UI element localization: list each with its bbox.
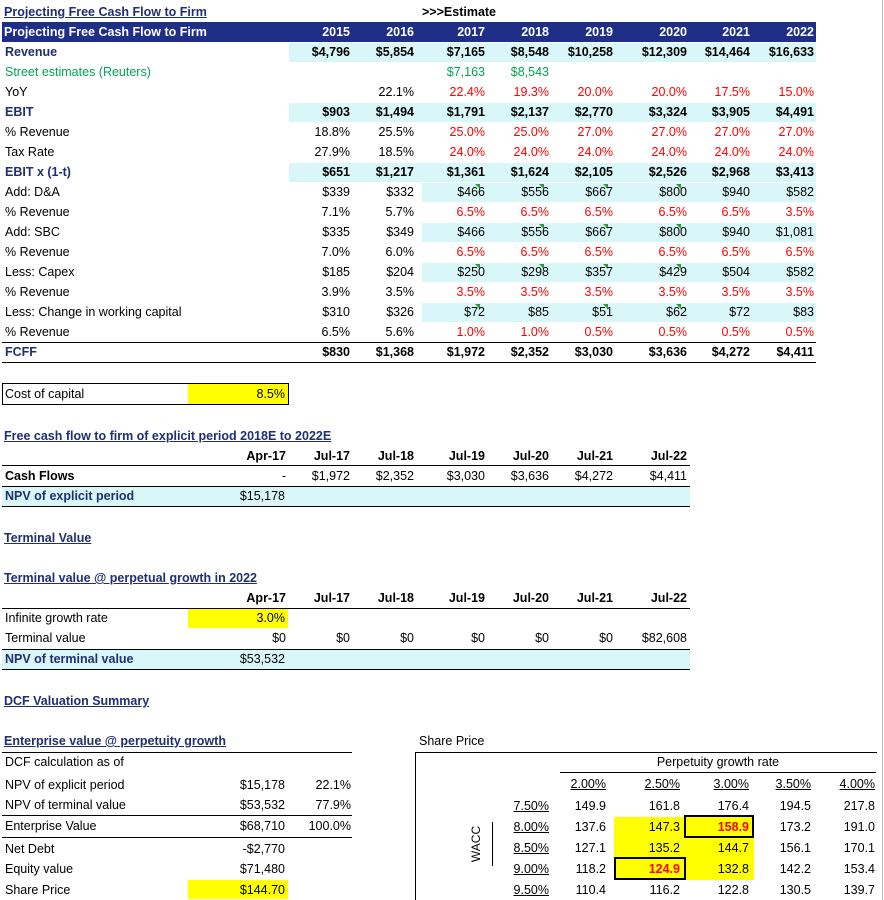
row-cell[interactable]: $8,543 bbox=[510, 65, 549, 79]
sensitivity-cell[interactable]: 173.2 bbox=[779, 820, 811, 834]
row-cell[interactable]: $204 bbox=[386, 265, 414, 279]
row-cell[interactable]: 6.0% bbox=[385, 245, 414, 259]
row-cell[interactable]: 20.0% bbox=[577, 85, 613, 99]
row-label: Street estimates (Reuters) bbox=[5, 65, 151, 79]
row-cell[interactable] bbox=[352, 63, 414, 82]
sensitivity-cell[interactable]: 110.4 bbox=[575, 883, 606, 897]
sensitivity-cell[interactable]: 118.2 bbox=[575, 862, 606, 876]
row-cell[interactable]: $582 bbox=[786, 185, 814, 199]
row-cell[interactable]: 6.5% bbox=[721, 205, 750, 219]
row-cell[interactable]: $3,905 bbox=[711, 105, 750, 119]
row-cell[interactable]: $8,548 bbox=[510, 45, 549, 59]
cash-flows-label: Cash Flows bbox=[5, 469, 75, 483]
sheet-title: Projecting Free Cash Flow to Firm bbox=[4, 5, 207, 19]
row-cell[interactable]: $800 bbox=[659, 225, 687, 239]
row-cell[interactable]: 3.5% bbox=[658, 285, 687, 299]
row-cell[interactable]: 5.6% bbox=[385, 325, 414, 339]
row-cell[interactable]: $185 bbox=[322, 265, 350, 279]
sensitivity-title: Share Price bbox=[419, 734, 485, 748]
terminal-value-cell[interactable]: $82,608 bbox=[641, 631, 687, 645]
row-cell[interactable] bbox=[288, 83, 350, 102]
row-cell[interactable]: $72 bbox=[729, 305, 750, 319]
row-cell[interactable]: $85 bbox=[528, 305, 549, 319]
row-label: Less: Capex bbox=[5, 265, 75, 279]
row-cell[interactable]: 6.5% bbox=[721, 245, 750, 259]
row-label: Tax Rate bbox=[5, 145, 55, 159]
row-cell[interactable]: 27.9% bbox=[314, 145, 350, 159]
year-header: 2022 bbox=[786, 25, 814, 39]
row-cell[interactable]: $310 bbox=[322, 305, 350, 319]
row-cell[interactable]: $1,368 bbox=[375, 345, 414, 359]
row-cell[interactable]: 6.5% bbox=[520, 245, 549, 259]
row-cell[interactable]: 6.5% bbox=[658, 205, 687, 219]
row-cell[interactable]: $1,791 bbox=[446, 105, 485, 119]
row-label: FCFF bbox=[5, 345, 37, 359]
row-cell[interactable]: $349 bbox=[386, 225, 414, 239]
row-cell[interactable]: 7.1% bbox=[321, 205, 350, 219]
row-cell[interactable]: 6.5% bbox=[520, 205, 549, 219]
sensitivity-cell[interactable]: 191.0 bbox=[843, 820, 875, 834]
row-cell[interactable]: 25.0% bbox=[449, 125, 485, 139]
row-cell[interactable]: $357 bbox=[585, 265, 613, 279]
sensitivity-cell[interactable]: 139.7 bbox=[843, 883, 875, 897]
row-cell[interactable]: 6.5% bbox=[321, 325, 350, 339]
current-growth-box bbox=[684, 815, 754, 838]
terminal-value-cell[interactable]: $0 bbox=[272, 631, 286, 645]
summary-label: Equity value bbox=[5, 862, 74, 876]
cash-flow-cell[interactable]: $4,272 bbox=[574, 469, 613, 483]
row-cell[interactable]: 3.5% bbox=[584, 285, 613, 299]
cash-flow-cell[interactable]: $3,636 bbox=[510, 469, 549, 483]
row-cell[interactable]: 3.5% bbox=[785, 205, 814, 219]
wacc-axis-title: WACC bbox=[469, 825, 483, 863]
cash-flow-cell[interactable]: - bbox=[281, 469, 286, 483]
summary-label: Net Debt bbox=[5, 842, 55, 856]
row-cell[interactable]: 19.3% bbox=[513, 85, 549, 99]
row-cell[interactable]: 24.0% bbox=[651, 145, 687, 159]
row-cell[interactable]: $2,137 bbox=[510, 105, 549, 119]
row-cell[interactable]: $332 bbox=[386, 185, 414, 199]
wacc-header: 9.00% bbox=[513, 862, 549, 876]
date-header: Jul-17 bbox=[313, 591, 350, 605]
npv-terminal-bottom-line bbox=[2, 669, 690, 670]
row-cell[interactable]: $3,030 bbox=[574, 345, 613, 359]
terminal-value-cell[interactable]: $0 bbox=[471, 631, 485, 645]
growth-header: 4.00% bbox=[839, 777, 875, 791]
row-label: YoY bbox=[5, 85, 28, 99]
row-cell[interactable]: $51 bbox=[592, 305, 613, 319]
row-cell[interactable]: $2,352 bbox=[510, 345, 549, 359]
row-cell[interactable]: 3.5% bbox=[520, 285, 549, 299]
row-cell[interactable]: $466 bbox=[457, 225, 485, 239]
sensitivity-cell[interactable]: 176.4 bbox=[717, 799, 749, 813]
row-cell[interactable]: 0.5% bbox=[658, 325, 687, 339]
terminal-value-cell[interactable]: $0 bbox=[599, 631, 613, 645]
estimate-label: >>>Estimate bbox=[422, 5, 497, 19]
summary-pct: 77.9% bbox=[315, 798, 351, 812]
row-cell[interactable]: $1,624 bbox=[510, 165, 549, 179]
summary-value[interactable]: $53,532 bbox=[239, 798, 285, 812]
cash-flow-cell[interactable]: $1,972 bbox=[311, 469, 350, 483]
row-cell[interactable] bbox=[288, 63, 350, 82]
row-label: % Revenue bbox=[5, 325, 70, 339]
wacc-header: 8.00% bbox=[513, 820, 549, 834]
explicit-header-line bbox=[2, 465, 690, 466]
year-header: 2016 bbox=[386, 25, 414, 39]
ev-line-1 bbox=[2, 815, 352, 816]
row-cell[interactable]: $556 bbox=[521, 225, 549, 239]
row-cell[interactable]: $4,411 bbox=[776, 345, 814, 359]
sensitivity-cell[interactable]: 130.5 bbox=[779, 883, 811, 897]
cash-flow-cell[interactable]: $3,030 bbox=[446, 469, 485, 483]
row-cell[interactable]: $12,309 bbox=[641, 45, 687, 59]
row-cell[interactable]: $1,494 bbox=[375, 105, 414, 119]
row-cell[interactable]: 25.5% bbox=[378, 125, 414, 139]
row-cell[interactable]: $339 bbox=[322, 185, 350, 199]
row-cell[interactable]: 6.5% bbox=[584, 245, 613, 259]
growth-header: 3.50% bbox=[775, 777, 811, 791]
dcf-summary-heading: DCF Valuation Summary bbox=[4, 694, 150, 708]
row-cell[interactable]: 0.5% bbox=[584, 325, 613, 339]
row-cell[interactable]: $556 bbox=[521, 185, 549, 199]
row-label: Less: Change in working capital bbox=[5, 305, 182, 319]
row-cell[interactable]: 17.5% bbox=[714, 85, 750, 99]
terminal-value-cell[interactable]: $0 bbox=[336, 631, 350, 645]
sensitivity-cell[interactable]: 132.8 bbox=[717, 862, 749, 876]
sensitivity-cell[interactable]: 149.9 bbox=[574, 799, 606, 813]
npv-explicit-value: $15,178 bbox=[239, 489, 285, 503]
row-cell[interactable]: $326 bbox=[386, 305, 414, 319]
sensitivity-cell[interactable]: 158.9 bbox=[717, 820, 749, 834]
date-header: Jul-20 bbox=[512, 591, 549, 605]
row-cell[interactable]: 3.5% bbox=[785, 285, 814, 299]
coc-right-border bbox=[288, 383, 289, 404]
row-cell[interactable]: $7,165 bbox=[446, 45, 485, 59]
row-cell[interactable]: $429 bbox=[659, 265, 687, 279]
date-header: Apr-17 bbox=[246, 591, 286, 605]
wacc-header: 8.50% bbox=[513, 841, 549, 855]
npv-terminal-label: NPV of terminal value bbox=[5, 652, 134, 666]
sensitivity-cell[interactable]: 124.9 bbox=[648, 862, 680, 876]
year-header: 2017 bbox=[457, 25, 485, 39]
row-cell[interactable]: 5.7% bbox=[385, 205, 414, 219]
row-cell[interactable]: 1.0% bbox=[456, 325, 485, 339]
row-cell[interactable]: 6.5% bbox=[456, 245, 485, 259]
row-cell[interactable]: $466 bbox=[457, 185, 485, 199]
year-header: 2015 bbox=[322, 25, 350, 39]
sensitivity-cell[interactable]: 122.8 bbox=[717, 883, 749, 897]
row-cell[interactable]: 6.5% bbox=[785, 245, 814, 259]
sensitivity-cell[interactable]: 144.7 bbox=[717, 841, 749, 855]
row-cell[interactable]: $504 bbox=[722, 265, 750, 279]
coc-left-border bbox=[2, 383, 3, 404]
row-cell[interactable]: $1,081 bbox=[775, 225, 814, 239]
window-edge bbox=[882, 0, 883, 900]
row-cell[interactable]: $2,968 bbox=[711, 165, 750, 179]
row-label: % Revenue bbox=[5, 285, 70, 299]
row-cell[interactable]: 18.8% bbox=[314, 125, 350, 139]
row-cell[interactable]: $4,491 bbox=[775, 105, 814, 119]
row-label: Add: SBC bbox=[5, 225, 60, 239]
row-cell[interactable] bbox=[551, 63, 613, 82]
growth-axis-title: Perpetuity growth rate bbox=[656, 755, 780, 769]
terminal-value-heading: Terminal Value bbox=[4, 531, 92, 545]
row-cell[interactable]: 3.9% bbox=[321, 285, 350, 299]
row-cell[interactable]: 3.5% bbox=[385, 285, 414, 299]
sensitivity-cell[interactable]: 127.1 bbox=[574, 841, 606, 855]
ev-line-2 bbox=[2, 837, 352, 838]
date-header: Jul-22 bbox=[650, 449, 687, 463]
row-cell[interactable]: 0.5% bbox=[721, 325, 750, 339]
row-cell[interactable]: $800 bbox=[659, 185, 687, 199]
row-cell[interactable]: 27.0% bbox=[778, 125, 814, 139]
summary-value[interactable]: -$2,770 bbox=[242, 842, 285, 856]
sensitivity-cell[interactable]: 194.5 bbox=[779, 799, 811, 813]
row-cell[interactable]: 6.5% bbox=[584, 205, 613, 219]
row-cell[interactable]: $1,361 bbox=[446, 165, 485, 179]
row-cell[interactable]: 3.5% bbox=[456, 285, 485, 299]
row-cell[interactable]: $4,796 bbox=[311, 45, 350, 59]
row-cell[interactable] bbox=[625, 63, 687, 82]
row-label: % Revenue bbox=[5, 205, 70, 219]
sensitivity-cell[interactable]: 116.2 bbox=[649, 883, 680, 897]
terminal-value-cell[interactable]: $0 bbox=[400, 631, 414, 645]
summary-value[interactable]: $15,178 bbox=[239, 778, 285, 792]
row-cell[interactable]: $903 bbox=[322, 105, 350, 119]
row-cell[interactable]: $4,272 bbox=[711, 345, 750, 359]
cash-flow-cell[interactable]: $4,411 bbox=[649, 469, 687, 483]
terminal-title: Terminal value @ perpetual growth in 2022 bbox=[4, 571, 257, 585]
total-divider bbox=[2, 342, 816, 343]
row-cell[interactable]: $1,972 bbox=[446, 345, 485, 359]
row-cell[interactable]: 7.0% bbox=[321, 245, 350, 259]
summary-label: NPV of explicit period bbox=[5, 778, 125, 792]
row-cell[interactable]: 1.0% bbox=[520, 325, 549, 339]
row-cell[interactable]: $72 bbox=[464, 305, 485, 319]
row-cell[interactable]: 27.0% bbox=[651, 125, 687, 139]
row-cell[interactable]: $298 bbox=[521, 265, 549, 279]
row-cell[interactable]: $2,770 bbox=[574, 105, 613, 119]
row-cell[interactable]: $335 bbox=[322, 225, 350, 239]
row-cell[interactable]: $1,217 bbox=[375, 165, 414, 179]
row-cell[interactable]: $582 bbox=[786, 265, 814, 279]
sensitivity-cell[interactable]: 153.4 bbox=[843, 862, 875, 876]
row-cell[interactable]: 27.0% bbox=[577, 125, 613, 139]
row-cell[interactable] bbox=[752, 63, 814, 82]
row-label: % Revenue bbox=[5, 125, 70, 139]
row-cell[interactable]: 24.0% bbox=[513, 145, 549, 159]
sensitivity-cell[interactable]: 135.2 bbox=[648, 841, 680, 855]
summary-value[interactable]: $144.70 bbox=[239, 883, 285, 897]
sensitivity-cell[interactable]: 147.3 bbox=[648, 820, 680, 834]
year-header: 2019 bbox=[585, 25, 613, 39]
sensitivity-cell[interactable]: 170.1 bbox=[843, 841, 875, 855]
row-cell[interactable]: 3.5% bbox=[721, 285, 750, 299]
row-cell[interactable]: $14,464 bbox=[704, 45, 750, 59]
row-cell[interactable]: 22.1% bbox=[378, 85, 414, 99]
date-header: Jul-21 bbox=[576, 591, 613, 605]
row-cell[interactable]: $3,413 bbox=[775, 165, 814, 179]
row-cell[interactable]: $2,105 bbox=[574, 165, 613, 179]
row-cell[interactable]: 24.0% bbox=[449, 145, 485, 159]
summary-label: Share Price bbox=[5, 883, 71, 897]
row-cell[interactable]: 24.0% bbox=[714, 145, 750, 159]
sensitivity-cell[interactable]: 137.6 bbox=[574, 820, 606, 834]
row-cell[interactable]: $10,258 bbox=[567, 45, 613, 59]
sensitivity-cell[interactable]: 217.8 bbox=[843, 799, 875, 813]
date-header: Jul-22 bbox=[650, 591, 687, 605]
npv-explicit-label: NPV of explicit period bbox=[5, 489, 135, 503]
cash-flow-cell[interactable]: $2,352 bbox=[375, 469, 414, 483]
growth-header: 2.50% bbox=[644, 777, 680, 791]
wacc-header: 7.50% bbox=[513, 799, 549, 813]
row-cell[interactable]: $250 bbox=[457, 265, 485, 279]
row-cell[interactable]: $83 bbox=[793, 305, 814, 319]
sensitivity-cell[interactable]: 142.2 bbox=[779, 862, 811, 876]
row-cell[interactable]: 24.0% bbox=[577, 145, 613, 159]
summary-pct: 22.1% bbox=[315, 778, 351, 792]
row-cell[interactable]: $7,163 bbox=[446, 65, 485, 79]
row-cell[interactable]: $830 bbox=[322, 345, 350, 359]
growth-value[interactable]: 3.0% bbox=[256, 611, 285, 625]
year-header: 2020 bbox=[659, 25, 687, 39]
tv-label: Terminal value bbox=[5, 631, 86, 645]
explicit-title: Free cash flow to firm of explicit period 2018E to 2022E bbox=[4, 429, 332, 443]
summary-value[interactable]: $68,710 bbox=[239, 819, 285, 833]
row-cell[interactable]: $651 bbox=[322, 165, 350, 179]
row-cell[interactable]: $62 bbox=[666, 305, 687, 319]
date-header: Jul-21 bbox=[576, 449, 613, 463]
row-cell[interactable]: 22.4% bbox=[449, 85, 485, 99]
row-cell[interactable]: 6.5% bbox=[658, 245, 687, 259]
row-label: % Revenue bbox=[5, 245, 70, 259]
row-cell[interactable]: $940 bbox=[722, 225, 750, 239]
wacc-header: 9.50% bbox=[513, 883, 549, 897]
npv-explicit-bottom-line bbox=[2, 506, 690, 507]
summary-pct: 100.0% bbox=[308, 819, 351, 833]
row-cell[interactable]: 18.5% bbox=[378, 145, 414, 159]
year-header: 2021 bbox=[722, 25, 750, 39]
coc-bottom-line bbox=[2, 404, 289, 405]
row-cell[interactable]: $16,633 bbox=[768, 45, 814, 59]
sensitivity-cell[interactable]: 156.1 bbox=[779, 841, 811, 855]
date-header: Jul-18 bbox=[377, 591, 414, 605]
date-header: Jul-19 bbox=[448, 449, 485, 463]
row-cell[interactable] bbox=[688, 63, 750, 82]
row-cell[interactable]: 24.0% bbox=[778, 145, 814, 159]
row-cell[interactable]: 27.0% bbox=[714, 125, 750, 139]
year-header: 2018 bbox=[521, 25, 549, 39]
current-wacc-box bbox=[614, 857, 686, 880]
summary-label: Enterprise Value bbox=[5, 819, 97, 833]
row-label: Revenue bbox=[5, 45, 58, 59]
row-cell[interactable]: $667 bbox=[585, 185, 613, 199]
header-label: Projecting Free Cash Flow to Firm bbox=[4, 25, 207, 39]
row-cell[interactable]: $667 bbox=[585, 225, 613, 239]
row-cell[interactable]: 0.5% bbox=[785, 325, 814, 339]
terminal-value-cell[interactable]: $0 bbox=[535, 631, 549, 645]
summary-label: NPV of terminal value bbox=[5, 798, 126, 812]
date-header: Apr-17 bbox=[246, 449, 286, 463]
growth-label: Infinite growth rate bbox=[5, 611, 108, 625]
date-header: Jul-18 bbox=[377, 449, 414, 463]
row-cell[interactable]: 25.0% bbox=[513, 125, 549, 139]
growth-axis-line bbox=[560, 772, 876, 773]
growth-header: 2.00% bbox=[570, 777, 606, 791]
row-cell[interactable]: $2,526 bbox=[648, 165, 687, 179]
coc-label: Cost of capital bbox=[5, 387, 85, 401]
row-label: EBIT x (1-t) bbox=[5, 165, 71, 179]
growth-header: 3.00% bbox=[713, 777, 749, 791]
date-header: Jul-19 bbox=[448, 591, 485, 605]
date-header: Jul-20 bbox=[512, 449, 549, 463]
npv-terminal-value: $53,532 bbox=[239, 652, 285, 666]
row-cell[interactable]: $940 bbox=[722, 185, 750, 199]
row-cell[interactable]: $5,854 bbox=[375, 45, 414, 59]
row-cell[interactable]: $3,324 bbox=[648, 105, 687, 119]
row-cell[interactable]: 6.5% bbox=[456, 205, 485, 219]
coc-value[interactable]: 8.5% bbox=[256, 387, 285, 401]
row-cell[interactable]: $3,636 bbox=[648, 345, 687, 359]
ev-title: Enterprise value @ perpetuity growth bbox=[4, 734, 226, 748]
row-cell[interactable]: 15.0% bbox=[778, 85, 814, 99]
row-cell[interactable]: 20.0% bbox=[651, 85, 687, 99]
date-header: Jul-17 bbox=[313, 449, 350, 463]
table-bottom-line bbox=[2, 362, 816, 363]
asof-label: DCF calculation as of bbox=[5, 755, 124, 769]
summary-value[interactable]: $71,480 bbox=[239, 862, 285, 876]
row-label: EBIT bbox=[5, 105, 34, 119]
sensitivity-left-line bbox=[415, 752, 416, 900]
row-label: Add: D&A bbox=[5, 185, 60, 199]
sensitivity-cell[interactable]: 161.8 bbox=[648, 799, 680, 813]
